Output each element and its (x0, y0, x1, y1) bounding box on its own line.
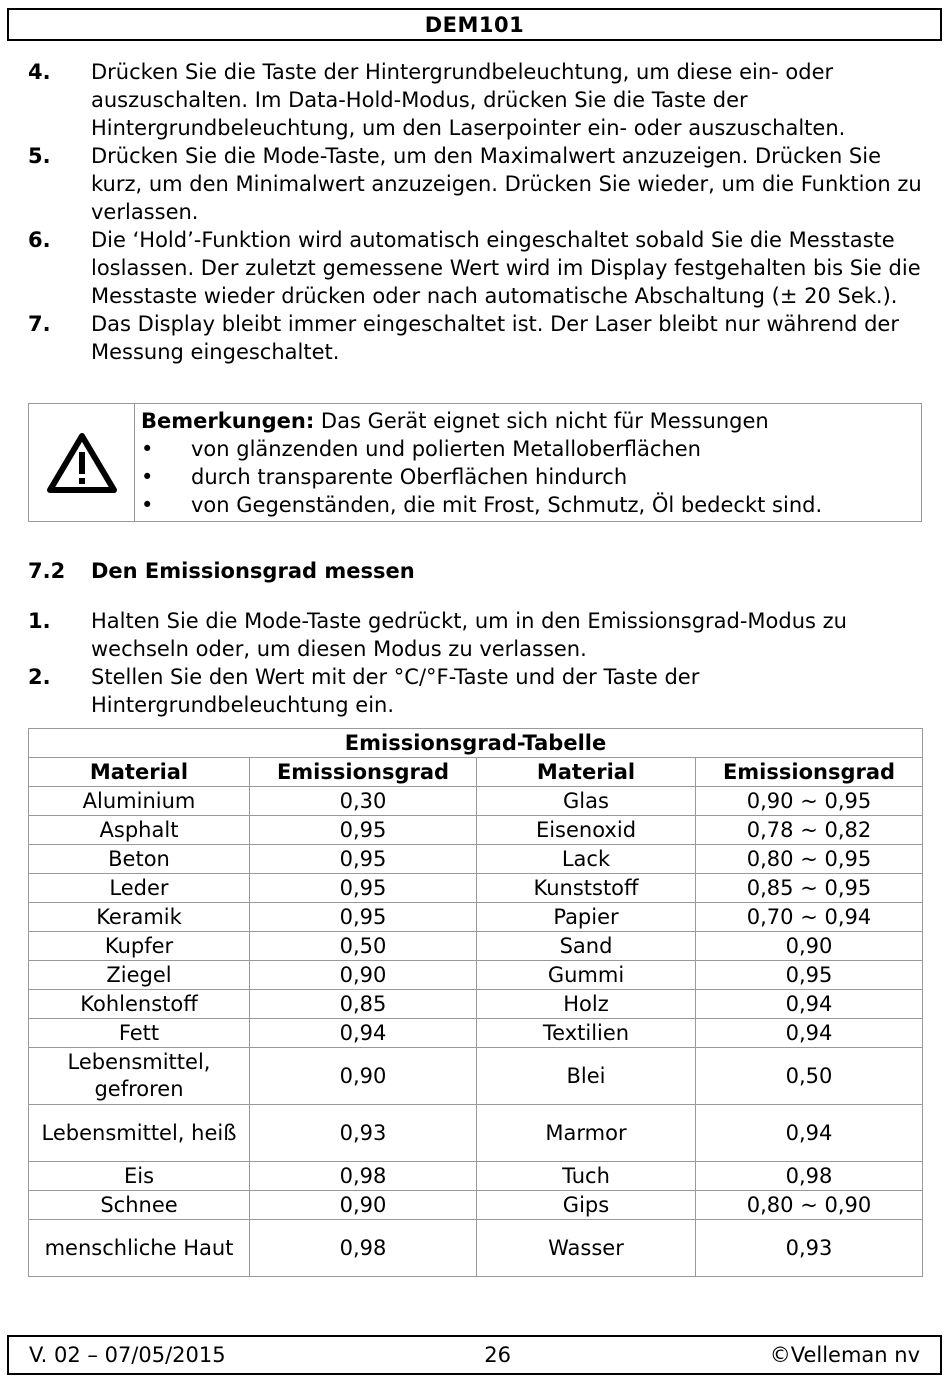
step-number: 6. (28, 228, 51, 252)
table-cell: 0,93 (696, 1220, 923, 1277)
table-cell: 0,80 ~ 0,95 (696, 845, 923, 874)
table-cell: 0,90 (696, 932, 923, 961)
table-cell: Lebensmittel, heiß (29, 1105, 250, 1162)
table-header-row (29, 758, 923, 787)
table-row (29, 1048, 923, 1105)
table-cell: Gummi (477, 961, 696, 990)
step-number: 2. (28, 665, 51, 689)
table-cell: 0,95 (250, 816, 477, 845)
table-cell: 0,95 (696, 961, 923, 990)
step-text: Drücken Sie die Mode-Taste, um den Maximalwert anzuzeigen. Drücken Sie kurz, um den Minimalwert anzuzeigen. Drücken Sie wieder, um die Funktion zu verlassen. (91, 144, 922, 224)
column-header: Material (477, 758, 696, 787)
table-row (29, 874, 923, 903)
instruction-list-a (28, 58, 928, 366)
remarks-box (28, 403, 922, 522)
step-text: Halten Sie die Mode-Taste gedrückt, um in den Emissionsgrad-Modus zu wechseln oder, um diesen Modus zu verlassen. (91, 609, 847, 661)
bullet-mark: • (141, 493, 154, 517)
table-cell: Gips (477, 1191, 696, 1220)
page-number: 26 (484, 1343, 512, 1367)
table-cell: 0,90 ~ 0,95 (696, 787, 923, 816)
list-item (28, 142, 928, 226)
table-cell: menschliche Haut (29, 1220, 250, 1277)
table-row (29, 816, 923, 845)
table-cell: Asphalt (29, 816, 250, 845)
table-cell: Lebensmittel, gefroren (29, 1048, 250, 1105)
table-cell: Marmor (477, 1105, 696, 1162)
table-cell: 0,98 (696, 1162, 923, 1191)
column-header: Emissionsgrad (250, 758, 477, 787)
table-cell: Sand (477, 932, 696, 961)
table-cell: Aluminium (29, 787, 250, 816)
warning-icon-cell (29, 404, 135, 521)
table-cell: 0,85 ~ 0,95 (696, 874, 923, 903)
step-number: 5. (28, 144, 51, 168)
emissivity-table (28, 728, 923, 1277)
bullet-mark: • (141, 465, 154, 489)
bullet-text: von Gegenständen, die mit Frost, Schmutz, Öl bedeckt sind. (191, 493, 823, 517)
table-cell: Textilien (477, 1019, 696, 1048)
table-cell: 0,90 (250, 961, 477, 990)
list-item (28, 226, 928, 310)
table-cell: Papier (477, 903, 696, 932)
step-text: Die ‘Hold’-Funktion wird automatisch eingeschaltet sobald Sie die Messtaste loslassen. Der zuletzt gemessene Wert wird im Display festgehalten bis Sie die Messtaste wieder drücken oder nach automatische Abschaltung (± 20 Sek.). (91, 228, 921, 308)
list-item (28, 663, 928, 719)
table-cell: Ziegel (29, 961, 250, 990)
table-cell: 0,94 (696, 990, 923, 1019)
table-row (29, 932, 923, 961)
table-row (29, 1191, 923, 1220)
table-cell: 0,78 ~ 0,82 (696, 816, 923, 845)
table-cell: 0,30 (250, 787, 477, 816)
table-row (29, 787, 923, 816)
list-item (141, 435, 822, 463)
table-cell: Kupfer (29, 932, 250, 961)
table-cell: Leder (29, 874, 250, 903)
document-footer (7, 1335, 942, 1375)
table-cell: Schnee (29, 1191, 250, 1220)
table-row (29, 903, 923, 932)
table-row (29, 845, 923, 874)
table-cell: 0,70 ~ 0,94 (696, 903, 923, 932)
list-item (141, 463, 822, 491)
table-cell: Fett (29, 1019, 250, 1048)
table-cell: Eisenoxid (477, 816, 696, 845)
bullet-text: durch transparente Oberflächen hindurch (191, 465, 628, 489)
section-title: Den Emissionsgrad messen (91, 559, 415, 583)
table-cell: 0,85 (250, 990, 477, 1019)
step-number: 4. (28, 60, 51, 84)
table-caption: Emissionsgrad-Tabelle (29, 729, 923, 758)
table-row (29, 1105, 923, 1162)
step-text: Stellen Sie den Wert mit der °C/°F-Taste und der Taste der Hintergrundbeleuchtung ein. (91, 665, 700, 717)
table-cell: Keramik (29, 903, 250, 932)
table-row (29, 1162, 923, 1191)
table-cell: 0,50 (696, 1048, 923, 1105)
bullet-text: von glänzenden und polierten Metalloberflächen (191, 437, 701, 461)
section-heading (28, 559, 415, 583)
table-row (29, 961, 923, 990)
list-item (28, 58, 928, 142)
footer-version: V. 02 – 07/05/2015 (29, 1343, 226, 1367)
instruction-list-b (28, 607, 928, 719)
table-cell: 0,95 (250, 903, 477, 932)
bullet-mark: • (141, 437, 154, 461)
step-number: 1. (28, 609, 51, 633)
table-cell: 0,95 (250, 874, 477, 903)
column-header: Emissionsgrad (696, 758, 923, 787)
table-row (29, 990, 923, 1019)
table-caption-row (29, 729, 923, 758)
table-cell: 0,94 (696, 1105, 923, 1162)
table-cell: 0,50 (250, 932, 477, 961)
table-cell: Holz (477, 990, 696, 1019)
remarks-lead: Bemerkungen: (141, 409, 315, 433)
table-cell: Kunststoff (477, 874, 696, 903)
table-cell: Tuch (477, 1162, 696, 1191)
document-header (7, 8, 942, 41)
list-item (28, 310, 928, 366)
table-cell: 0,98 (250, 1220, 477, 1277)
footer-copyright: ©Velleman nv (769, 1343, 920, 1367)
step-number: 7. (28, 312, 51, 336)
list-item (28, 607, 928, 663)
remarks-text (135, 404, 822, 521)
section-number: 7.2 (28, 559, 66, 583)
table-cell: 0,98 (250, 1162, 477, 1191)
remarks-intro: Das Gerät eignet sich nicht für Messungen (314, 409, 769, 433)
step-text: Das Display bleibt immer eingeschaltet ist. Der Laser bleibt nur während der Messung eingeschaltet. (91, 312, 899, 364)
table-cell: 0,90 (250, 1191, 477, 1220)
table-cell: 0,93 (250, 1105, 477, 1162)
table-cell: 0,80 ~ 0,90 (696, 1191, 923, 1220)
table-cell: Wasser (477, 1220, 696, 1277)
table-cell: 0,94 (250, 1019, 477, 1048)
table-row (29, 1019, 923, 1048)
warning-triangle-icon (46, 432, 118, 494)
table-row (29, 1220, 923, 1277)
header-title: DEM101 (424, 12, 525, 37)
table-cell: Glas (477, 787, 696, 816)
table-cell: Kohlenstoff (29, 990, 250, 1019)
table-cell: Beton (29, 845, 250, 874)
column-header: Material (29, 758, 250, 787)
list-item (141, 491, 822, 519)
table-cell: 0,95 (250, 845, 477, 874)
table-cell: 0,90 (250, 1048, 477, 1105)
table-cell: Blei (477, 1048, 696, 1105)
table-cell: Eis (29, 1162, 250, 1191)
step-text: Drücken Sie die Taste der Hintergrundbeleuchtung, um diese ein- oder auszuschalten. Im Data-Hold-Modus, drücken Sie die Taste der Hintergrundbeleuchtung, um den Laserpointer ein- oder auszuschalten. (91, 60, 846, 140)
table-cell: Lack (477, 845, 696, 874)
table-cell: 0,94 (696, 1019, 923, 1048)
